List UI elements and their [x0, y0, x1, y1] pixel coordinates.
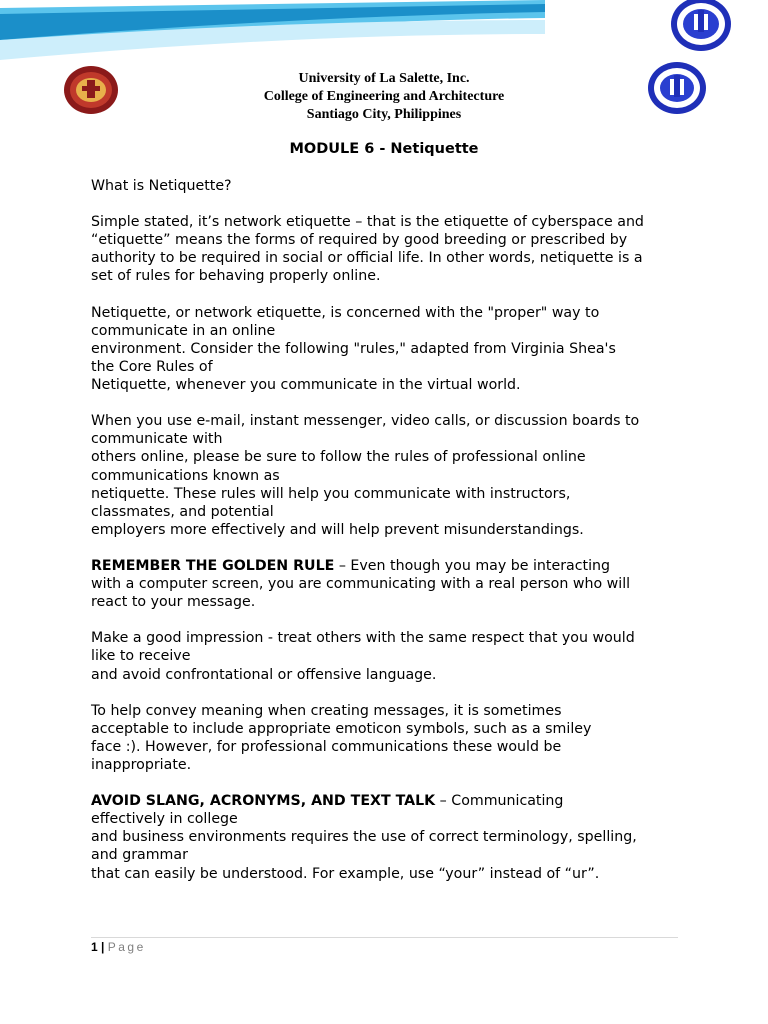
paragraph-avoid-slang: AVOID SLANG, ACRONYMS, AND TEXT TALK – Communicating effectively in college and business environments requires the use of correct terminology, spelling, and grammar that can easily be understood. For example, use “your” instead of “ur”. — [91, 793, 637, 882]
paragraph-network-etiquette: Netiquette, or network etiquette, is concerned with the "proper" way to communicate in an online environment. Consider the following "rules," adapted from Virginia Shea's the Core Rules of Netiquette, whenever you communicate in the virtual world. — [91, 304, 616, 394]
footer-divider — [91, 937, 678, 938]
header-swoosh-graphic — [0, 0, 545, 70]
question-heading: What is Netiquette? — [91, 178, 232, 194]
paragraph-definition: Simple stated, it’s network etiquette – that is the etiquette of cyberspace and “etiquette” means the forms of required by good breeding or prescribed by authority to be required in social or official life. In other words, netiquette is a set of rules for behaving properly online. — [91, 214, 644, 285]
avoid-slang-heading: AVOID SLANG, ACRONYMS, AND TEXT TALK — [91, 793, 436, 810]
paragraph-golden-rule: REMEMBER THE GOLDEN RULE – Even though you may be interacting with a computer screen, you are communicating with a real person who will react to your message. — [91, 557, 631, 611]
paragraph-communication: When you use e-mail, instant messenger, video calls, or discussion boards to communicate with others online, please be sure to follow the rules of professional online communications known as netiquette. These rules will help you communicate with instructors, classmates, and potential employers more effectively and will help prevent misunderstandings. — [91, 413, 640, 538]
college-seal-top-icon — [670, 0, 732, 52]
paragraph-impression: Make a good impression - treat others with the same respect that you would like to receive and avoid confrontational or offensive language. — [91, 630, 635, 683]
page-label: Page — [107, 940, 146, 954]
page-footer — [91, 940, 146, 954]
document-body — [91, 177, 691, 901]
college-name: College of Engineering and Architecture — [263, 89, 505, 104]
institution-header — [0, 70, 768, 124]
location: Santiago City, Philippines — [306, 107, 462, 122]
page-separator: | — [101, 940, 105, 954]
module-title: MODULE 6 - Netiquette — [289, 141, 479, 157]
paragraph-emoticons: To help convey meaning when creating messages, it is sometimes acceptable to include appropriate emoticon symbols, such as a smiley face :). However, for professional communications these would be inappropriate. — [91, 702, 592, 773]
golden-rule-heading: REMEMBER THE GOLDEN RULE — [91, 557, 335, 574]
university-name: University of La Salette, Inc. — [298, 71, 470, 86]
page-number: 1 — [91, 940, 98, 954]
